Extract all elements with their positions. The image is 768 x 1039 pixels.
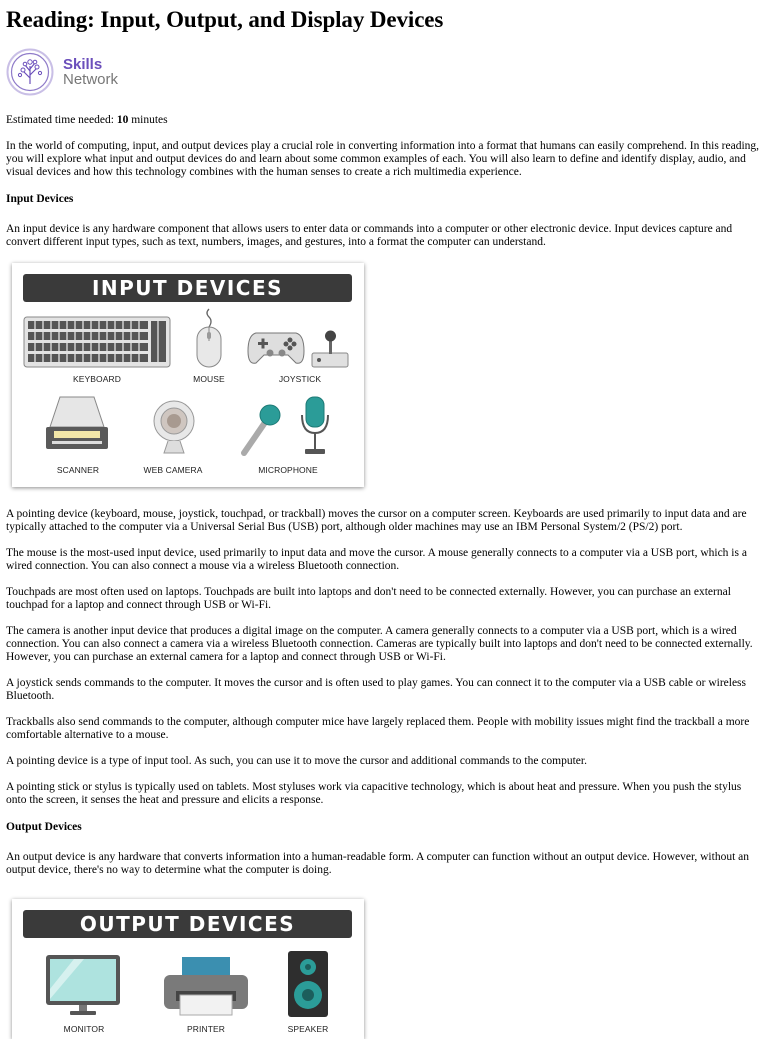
output-figure-banner: OUTPUT DEVICES bbox=[23, 910, 352, 938]
monitor-caption: MONITOR bbox=[63, 1024, 105, 1034]
input-devices-figure bbox=[12, 263, 364, 487]
monitor-icon bbox=[44, 953, 122, 1017]
input-paragraph: A pointing device is a type of input tool. As such, you can use it to move the cursor and additional commands to the computer. bbox=[6, 755, 587, 767]
estimated-time-label: Estimated time needed: bbox=[6, 114, 117, 126]
input-paragraph: A pointing device (keyboard, mouse, joystick, touchpad, or trackball) moves the cursor on a computer screen. Keyboards are used primarily to input data and are typically attached to the computer via a Universal Serial Bus (USB) port, although older machines may use an IBM Personal System/2 (PS/2) port. bbox=[6, 508, 747, 533]
printer-icon bbox=[162, 955, 250, 1017]
logo-text-network: Network bbox=[63, 71, 119, 88]
estimated-time bbox=[6, 114, 762, 127]
input-figure-banner: INPUT DEVICES bbox=[23, 274, 352, 302]
mouse-icon bbox=[195, 307, 223, 373]
output-devices-heading: Output Devices bbox=[6, 821, 82, 833]
reading-page bbox=[0, 6, 768, 1039]
webcam-caption: WEB CAMERA bbox=[143, 465, 203, 475]
input-paragraph: A joystick sends commands to the computer. It moves the cursor and is often used to play games. You can connect it to the computer via a USB cable or wireless Bluetooth. bbox=[6, 677, 746, 702]
keyboard-icon bbox=[23, 315, 171, 371]
scanner-caption: SCANNER bbox=[56, 465, 100, 475]
input-paragraph: A pointing stick or stylus is typically used on tablets. Most styluses work via capacitive technology, which is about heat and pressure. When you push the stylus onto the screen, it senses the heat and pressure and elicits a response. bbox=[6, 781, 742, 806]
gamepad-icon bbox=[246, 329, 306, 367]
printer-caption: PRINTER bbox=[186, 1024, 225, 1034]
microphone-caption: MICROPHONE bbox=[258, 465, 318, 475]
scanner-icon bbox=[44, 393, 110, 455]
input-paragraph: Trackballs also send commands to the computer, although computer mice have largely replaced them. People with mobility issues might find the trackball a more comfortable alternative to a mouse. bbox=[6, 716, 750, 741]
skills-network-logo bbox=[6, 45, 762, 99]
logo-text-skills: Skills bbox=[63, 56, 103, 73]
output-devices-figure bbox=[12, 899, 364, 1039]
estimated-time-value: 10 bbox=[116, 114, 129, 126]
input-paragraph: Touchpads are most often used on laptops. Touchpads are built into laptops and don't need to be connected externally. However, you can purchase an external touchpad for a laptop and connect through USB or Wi-Fi. bbox=[6, 586, 731, 611]
mouse-caption: MOUSE bbox=[193, 374, 225, 384]
keyboard-caption: KEYBOARD bbox=[72, 374, 122, 384]
joystick-caption: JOYSTICK bbox=[278, 374, 322, 384]
estimated-time-unit: minutes bbox=[128, 114, 168, 126]
speaker-caption: SPEAKER bbox=[287, 1024, 329, 1034]
speaker-icon bbox=[286, 949, 330, 1019]
input-paragraph: The mouse is the most-used input device, used primarily to input data and move the cursor. A mouse generally connects to a computer via a USB port, which is a wired connection. You can also connect a mouse via a wireless Bluetooth connection. bbox=[6, 547, 747, 572]
tree-logo-icon bbox=[6, 48, 54, 96]
input-definition-paragraph: An input device is any hardware component that allows users to enter data or commands into a computer or other electronic device. Input devices capture and convert different input types, such as text, numbers, images, and gestures, into a format the computer can understand. bbox=[6, 223, 733, 248]
output-definition-paragraph: An output device is any hardware that converts information into a human-readable form. A computer can function without an output device. However, without an output device, there's no way to determine what the computer is doing. bbox=[6, 851, 749, 876]
input-devices-heading: Input Devices bbox=[6, 193, 74, 205]
microphone-icon bbox=[240, 395, 336, 457]
page-title: Reading: Input, Output, and Display Devices bbox=[6, 7, 444, 32]
intro-paragraph: In the world of computing, input, and output devices play a crucial role in converting information into a format that humans can easily comprehend. In this reading, you will explore what input and output devices do and learn about some common examples of each. You will also learn to define and identify display, audio, and visual devices and how this technology combines with the human senses to create a rich multimedia experience. bbox=[6, 140, 760, 178]
joystick-icon bbox=[309, 327, 351, 369]
input-paragraph: The camera is another input device that produces a digital image on the computer. A camera generally connects to a computer via a USB port, which is a wired connection. You can also connect a camera via a wireless Bluetooth connection. Cameras are typically built into laptops and don't need to be connected externally. However, you can purchase an external camera for a laptop and connect through USB or Wi-Fi. bbox=[6, 625, 753, 663]
webcam-icon bbox=[150, 399, 198, 457]
